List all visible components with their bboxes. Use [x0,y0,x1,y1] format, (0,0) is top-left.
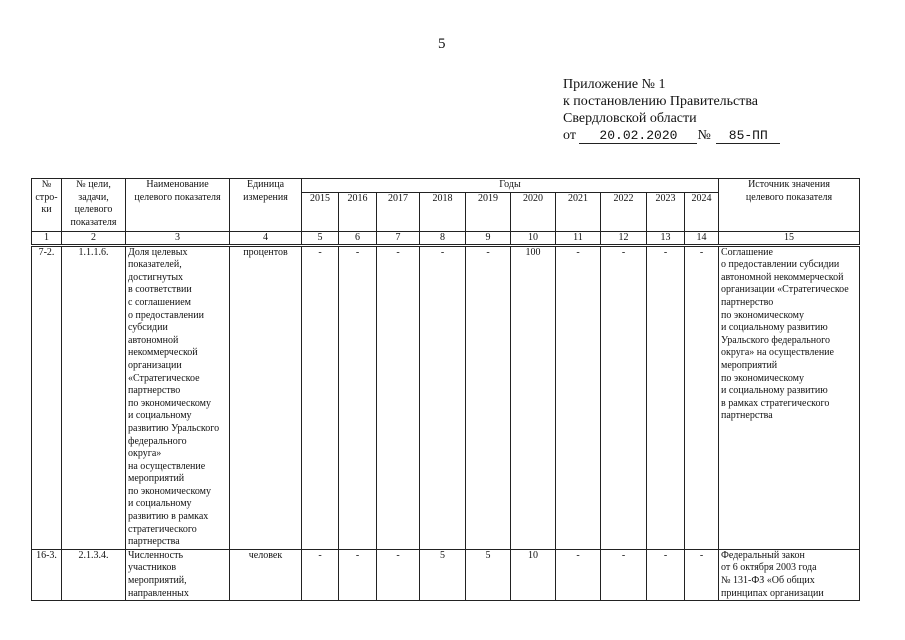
column-number: 14 [685,231,719,245]
column-number-row [32,231,860,245]
year-value: 100 [511,245,556,549]
row-number: 7-2. [32,245,62,549]
column-number: 9 [466,231,511,245]
appendix-date-line [563,127,780,144]
header-source: Источник значения целевого показателя [719,179,860,232]
header-year: 2019 [466,192,511,231]
column-number: 13 [647,231,685,245]
year-value: - [556,549,601,600]
year-value: - [339,245,377,549]
row-number: 16-3. [32,549,62,600]
appendix-block [563,76,780,144]
page-number: 5 [438,36,446,52]
year-value: 10 [511,549,556,600]
year-value: - [377,245,420,549]
header-row-no: № стро- ки [32,179,62,232]
header-year: 2018 [420,192,466,231]
header-year: 2024 [685,192,719,231]
year-value: - [647,549,685,600]
header-year: 2022 [601,192,647,231]
year-value: - [302,549,339,600]
source-cell: Соглашение о предоставлении субсидии автономной некоммерческой организации «Стратегическое партнерство по экономическому и социальному развитию Уральского федерального округа» на осуществление мероприятий по экономическому и социальному развитию в рамках стратегического партнерства [719,245,860,549]
header-year: 2023 [647,192,685,231]
year-value: - [685,245,719,549]
table-row [32,245,860,549]
resolution-number: 85-ПП [716,129,780,144]
source-cell: Федеральный закон от 6 октября 2003 года № 131-ФЗ «Об общих принципах организации [719,549,860,600]
header-year: 2015 [302,192,339,231]
appendix-title: Приложение № 1 [563,77,666,92]
table-row [32,549,860,600]
appendix-resolution-line: к постановлению Правительства [563,94,759,109]
indicator-name: Доля целевых показателей, достигнутых в соответствии с соглашением о предоставлении субсидии автономной некоммерческой организации «Стратегическое партнерство по экономическому и социальному развитию Уральского федерального округа» на осуществление мероприятий по экономическому и социальному развитию в рамках стратегического партнерства [126,245,230,549]
column-number: 6 [339,231,377,245]
column-number: 2 [62,231,126,245]
header-year: 2021 [556,192,601,231]
header-row-1 [32,179,860,193]
column-number: 12 [601,231,647,245]
year-value: - [685,549,719,600]
date-label: от [563,128,576,143]
column-number: 10 [511,231,556,245]
column-number: 3 [126,231,230,245]
unit-cell: процентов [230,245,302,549]
year-value: - [302,245,339,549]
header-year: 2020 [511,192,556,231]
goal-number: 1.1.1.6. [62,245,126,549]
column-number: 7 [377,231,420,245]
appendix-region-line: Свердловской области [563,111,697,126]
year-value: - [420,245,466,549]
column-number: 5 [302,231,339,245]
year-value: - [601,245,647,549]
column-number: 4 [230,231,302,245]
column-number: 1 [32,231,62,245]
header-years: Годы [302,179,719,193]
year-value: - [647,245,685,549]
year-value: 5 [420,549,466,600]
number-label: № [697,128,711,143]
indicator-name: Численность участников мероприятий, направленных [126,549,230,600]
resolution-date: 20.02.2020 [579,129,697,144]
year-value: - [556,245,601,549]
header-year: 2016 [339,192,377,231]
header-goal-no: № цели, задачи, целевого показателя [62,179,126,232]
year-value: - [601,549,647,600]
year-value: 5 [466,549,511,600]
column-number: 11 [556,231,601,245]
year-value: - [377,549,420,600]
column-number: 15 [719,231,860,245]
goal-number: 2.1.3.4. [62,549,126,600]
unit-cell: человек [230,549,302,600]
column-number: 8 [420,231,466,245]
header-unit: Единица измерения [230,179,302,232]
header-year: 2017 [377,192,420,231]
year-value: - [466,245,511,549]
indicators-table [31,178,860,601]
header-name: Наименование целевого показателя [126,179,230,232]
year-value: - [339,549,377,600]
